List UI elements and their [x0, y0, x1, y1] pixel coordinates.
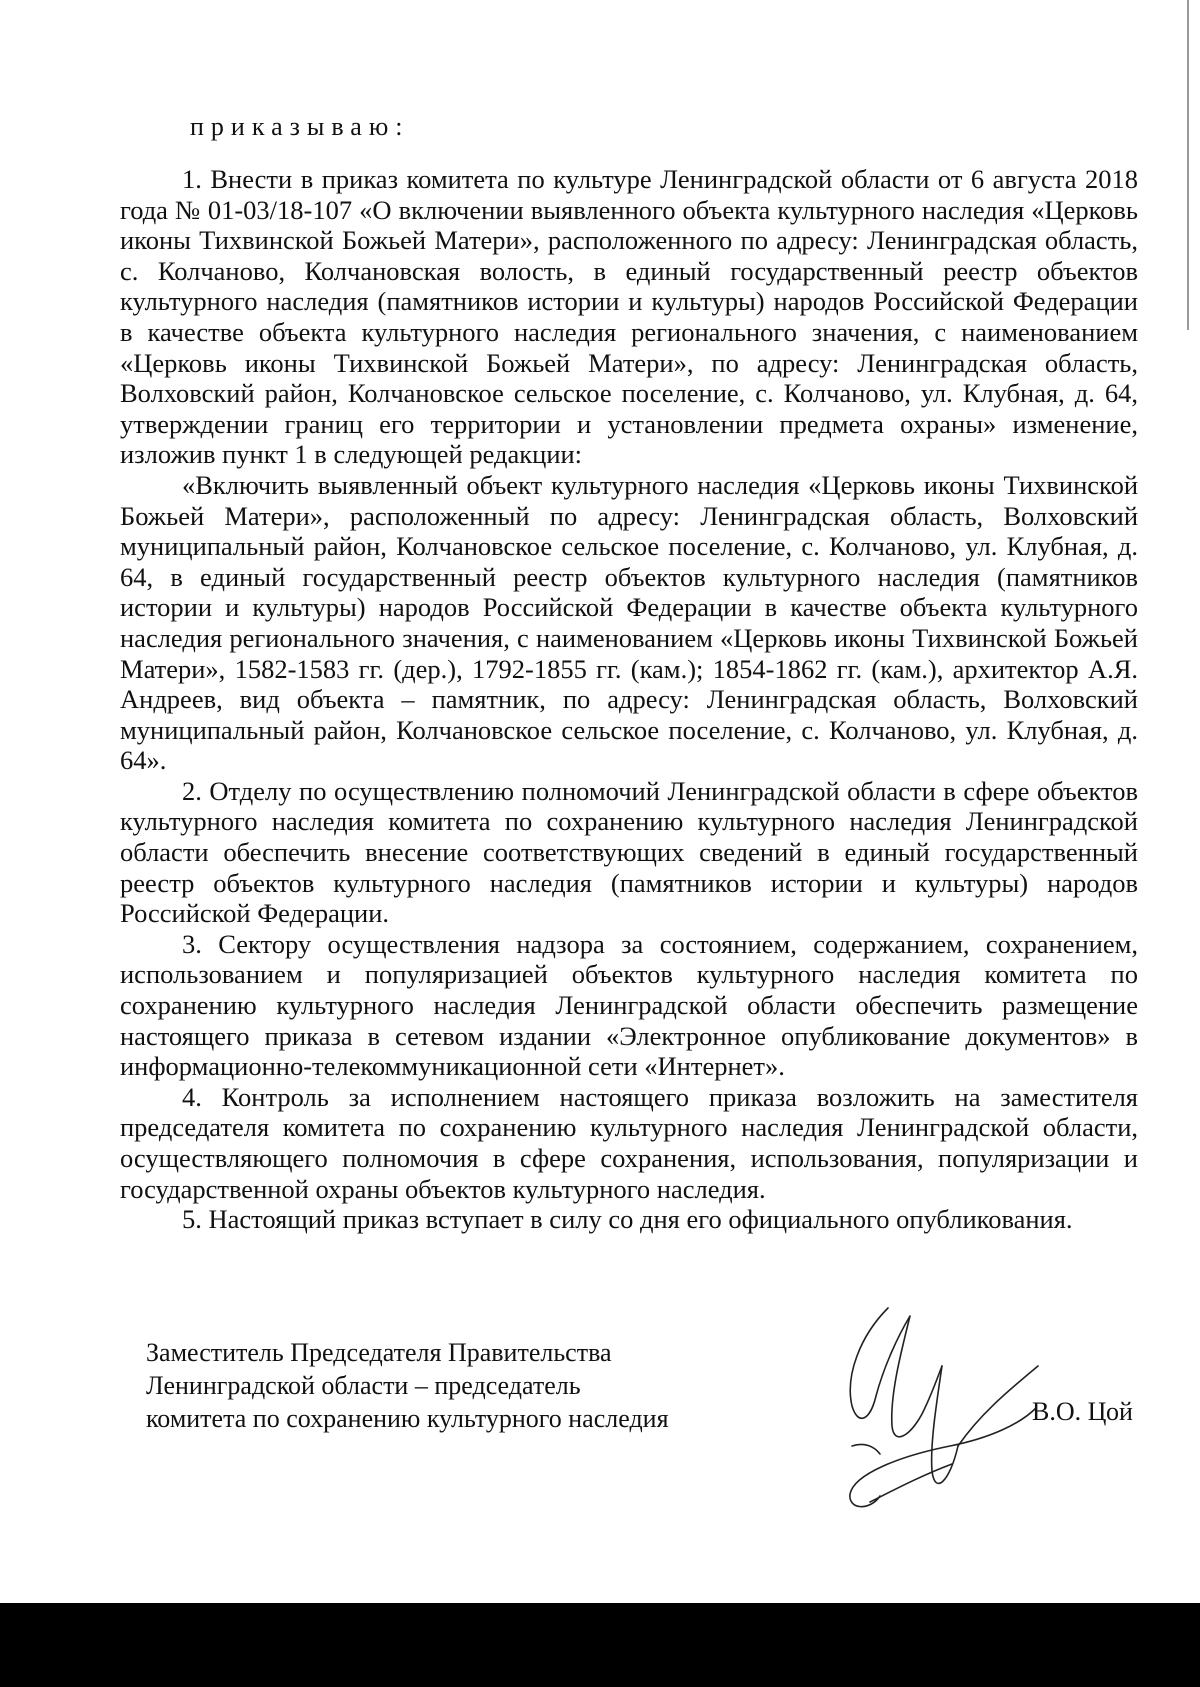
- signatory-title-line: Заместитель Председателя Правительства: [146, 1338, 612, 1367]
- signatory-title-line: Ленинградской области – председатель: [146, 1371, 581, 1400]
- paragraph-1-quote: «Включить выявленный объект культурного наследия «Церковь иконы Тихвинской Божьей Матери», расположенный по адресу: Ленинградская область, Волховский муниципальный район, Колчановское сельское поселение, с. Колчаново, ул. Клубная, д. 64, в единый государственный реестр объектов культурного наследия (памятников истории и культуры) народов Российской Федерации в качестве объекта культурного наследия регионального значения, с наименованием «Церковь иконы Тихвинской Божьей Матери», 1582-1583 гг. (дер.), 1792-1855 гг. (кам.); 1854-1862 гг. (кам.), архитектор А.Я. Андреев, вид объекта – памятник, по адресу: Ленинградская область, Волховский муниципальный район, Колчановское сельское поселение, с. Колчаново, ул. Клубная, д. 64».: [120, 469, 1138, 776]
- signatory-title-line: комитета по сохранению культурного наследия: [146, 1404, 669, 1433]
- handwritten-signature-icon: [840, 1296, 1040, 1516]
- paragraph-1: 1. Внести в приказ комитета по культуре Ленинградской области от 6 августа 2018 года № 01-03/18-107 «О включении выявленного объекта культурного наследия «Церковь иконы Тихвинской Божьей Матери», расположенного по адресу: Ленинградская область, с. Колчаново, Колчановская волость, в единый государственный реестр объектов культурного наследия (памятников истории и культуры) народов Российской Федерации в качестве объекта культурного наследия регионального значения, с наименованием «Церковь иконы Тихвинской Божьей Матери», по адресу: Ленинградская область, Волховский район, Колчановское сельское поселение, с. Колчаново, ул. Клубная, д. 64, утверждении границ его территории и установлении предмета охраны» изменение, изложив пункт 1 в следующей редакции:: [120, 164, 1138, 470]
- scan-edge-line: [1187, 0, 1189, 330]
- order-body: [120, 164, 1138, 1235]
- signer-name: В.О. Цой: [1032, 1397, 1133, 1426]
- paragraph-3: 3. Сектору осуществления надзора за состоянием, содержанием, сохранением, использованием и популяризацией объектов культурного наследия комитета по сохранению культурного наследия Ленинградской области обеспечить размещение настоящего приказа в сетевом издании «Электронное опубликование документов» в информационно-телекоммуникационной сети «Интернет».: [120, 928, 1138, 1082]
- signatory-title: [146, 1336, 766, 1435]
- paragraph-5: 5. Настоящий приказ вступает в силу со дня его официального опубликования.: [182, 1204, 1073, 1235]
- paragraph-4: 4. Контроль за исполнением настоящего приказа возложить на заместителя председателя комитета по сохранению культурного наследия Ленинградской области, осуществляющего полномочия в сфере сохранения, использования, популяризации и государственной охраны объектов культурного наследия.: [120, 1081, 1138, 1204]
- paragraph-2: 2. Отделу по осуществлению полномочий Ленинградской области в сфере объектов культурного наследия комитета по сохранению культурного наследия Ленинградской области обеспечить внесение соответствующих сведений в единый государственный реестр объектов культурного наследия (памятников истории и культуры) народов Российской Федерации.: [120, 775, 1138, 929]
- scan-border-strip: [0, 1603, 1200, 1687]
- order-word: приказываю:: [190, 112, 410, 141]
